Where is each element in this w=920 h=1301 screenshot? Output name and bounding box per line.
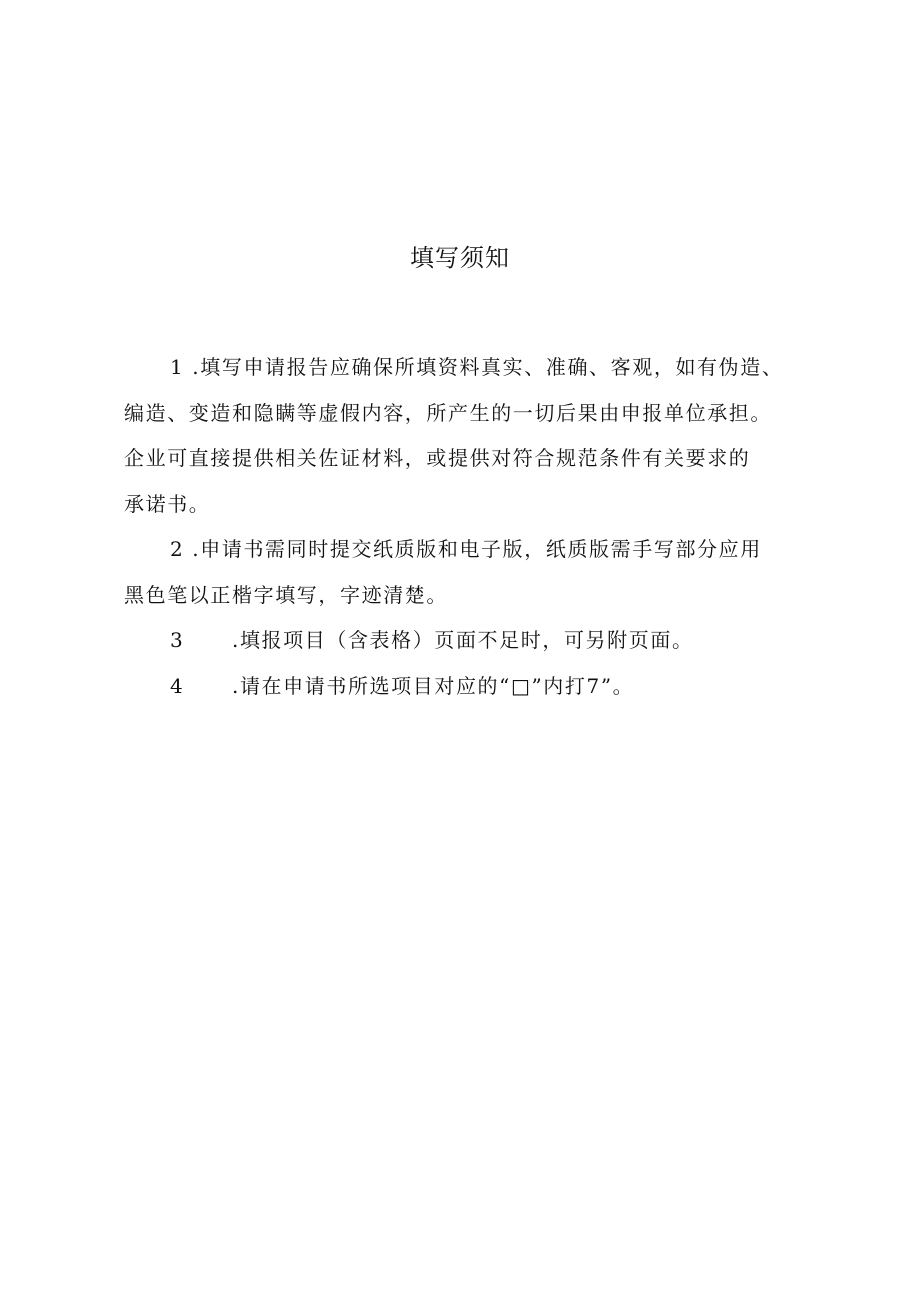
instruction-line: 4 .请在申请书所选项目对应的“□”内打7”。 xyxy=(124,664,804,710)
instruction-line: 编造、变造和隐瞒等虚假内容，所产生的一切后果由申报单位承担。 xyxy=(124,400,772,425)
instruction-line: 2 .申请书需同时提交纸质版和电子版，纸质版需手写部分应用 xyxy=(124,527,804,573)
instruction-item-2 xyxy=(124,527,804,618)
instruction-line: 1 .填写申请报告应确保所填资料真实、准确、客观，如有伪造、 xyxy=(124,345,804,391)
instruction-line: 3 .填报项目（含表格）页面不足时，可另附页面。 xyxy=(124,618,804,664)
instruction-line: 承诺书。 xyxy=(124,491,211,516)
item-number: 3 xyxy=(170,628,185,652)
instruction-item-1 xyxy=(124,345,804,527)
instruction-line: 黑色笔以正楷字填写，字迹清楚。 xyxy=(124,582,448,607)
instruction-item-4 xyxy=(124,664,804,710)
instructions-body xyxy=(124,345,804,709)
item-number: 4 xyxy=(170,673,185,698)
page-title: 填写须知 xyxy=(410,244,510,272)
item-number: 1 xyxy=(170,355,185,379)
item-number: 2 xyxy=(170,537,185,561)
instruction-item-3 xyxy=(124,618,804,664)
instruction-line: 企业可直接提供相关佐证材料，或提供对符合规范条件有关要求的 xyxy=(124,446,751,470)
